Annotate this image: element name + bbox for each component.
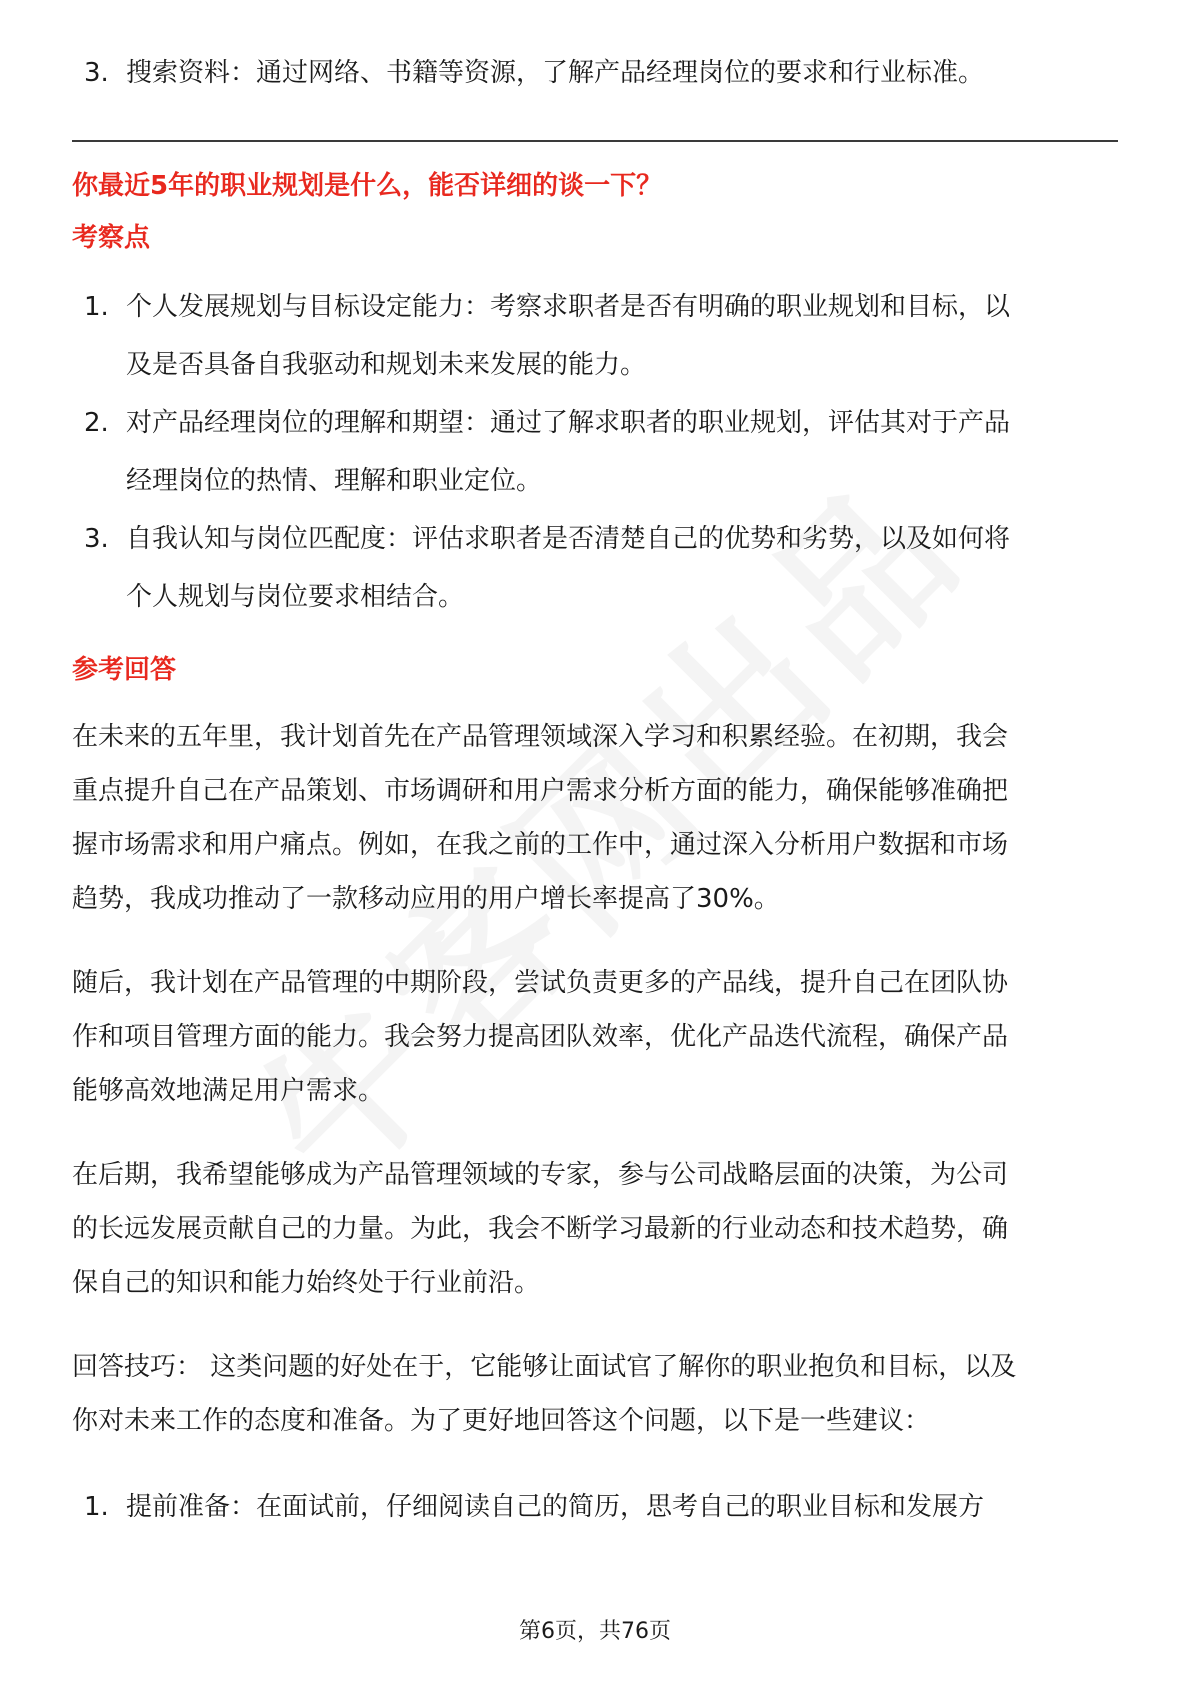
list-text-line: 个人发展规划与目标设定能力：考察求职者是否有明确的职业规划和目标，以: [126, 292, 1011, 322]
page-footer: 第6页，共76页: [519, 1619, 671, 1644]
answer-paragraph: [72, 1148, 1118, 1310]
text-line: 保自己的知识和能力始终处于行业前沿。: [72, 1268, 541, 1298]
exam-points-list: [72, 278, 1118, 626]
list-number: 3.: [84, 58, 109, 88]
list-text-line: 经理岗位的热情、理解和职业定位。: [126, 466, 543, 496]
text-line: 的长远发展贡献自己的力量。为此，我会不断学习最新的行业动态和技术趋势，确: [72, 1214, 1009, 1244]
text-line: 能够高效地满足用户需求。: [72, 1076, 385, 1106]
list-number: 2.: [84, 408, 109, 438]
text-line: 回答技巧： 这类问题的好处在于，它能够让面试官了解你的职业抱负和目标，以及: [72, 1352, 1017, 1382]
list-text-line: 自我认知与岗位匹配度：评估求职者是否清楚自己的优势和劣势，以及如何将: [126, 524, 1011, 554]
text-line: 重点提升自己在产品策划、市场调研和用户需求分析方面的能力，确保能够准确把: [72, 776, 1009, 806]
list-item: [72, 278, 1118, 394]
text-line: 握市场需求和用户痛点。例如，在我之前的工作中，通过深入分析用户数据和市场: [72, 830, 1009, 860]
text-line: 趋势，我成功推动了一款移动应用的用户增长率提高了30%。: [72, 884, 780, 914]
text-line: 在后期，我希望能够成为产品管理领域的专家，参与公司战略层面的决策，为公司: [72, 1160, 1009, 1190]
answer-tips-paragraph: [72, 1340, 1118, 1448]
text-line: 作和项目管理方面的能力。我会努力提高团队效率，优化产品迭代流程，确保产品: [72, 1022, 1009, 1052]
list-text: 搜索资料：通过网络、书籍等资源，了解产品经理岗位的要求和行业标准。: [126, 58, 985, 88]
exam-points-title: 考察点: [72, 223, 151, 253]
list-number: 1.: [84, 1492, 109, 1522]
page-content: [72, 44, 1118, 1536]
list-number: 1.: [84, 292, 109, 322]
list-item: [72, 1478, 1118, 1536]
text-line: 在未来的五年里，我计划首先在产品管理领域深入学习和积累经验。在初期，我会: [72, 722, 1009, 752]
list-item: [72, 394, 1118, 510]
list-text: 提前准备：在面试前，仔细阅读自己的简历，思考自己的职业目标和发展方: [126, 1492, 985, 1522]
top-list: [72, 44, 1118, 102]
list-item: [72, 510, 1118, 626]
list-text-line: 个人规划与岗位要求相结合。: [126, 582, 465, 612]
text-line: 你对未来工作的态度和准备。为了更好地回答这个问题，以下是一些建议：: [72, 1406, 931, 1436]
section-divider: [72, 140, 1118, 142]
answer-paragraph: [72, 710, 1118, 926]
tips-list: [72, 1478, 1118, 1536]
list-text-line: 及是否具备自我驱动和规划未来发展的能力。: [126, 350, 647, 380]
list-item: [72, 44, 1118, 102]
answer-paragraph: [72, 956, 1118, 1118]
text-line: 随后，我计划在产品管理的中期阶段，尝试负责更多的产品线，提升自己在团队协: [72, 968, 1009, 998]
question-heading: 你最近5年的职业规划是什么，能否详细的谈一下？: [72, 171, 663, 201]
list-text-line: 对产品经理岗位的理解和期望：通过了解求职者的职业规划，评估其对于产品: [126, 408, 1011, 438]
list-number: 3.: [84, 524, 109, 554]
reference-answer-title: 参考回答: [72, 655, 177, 685]
